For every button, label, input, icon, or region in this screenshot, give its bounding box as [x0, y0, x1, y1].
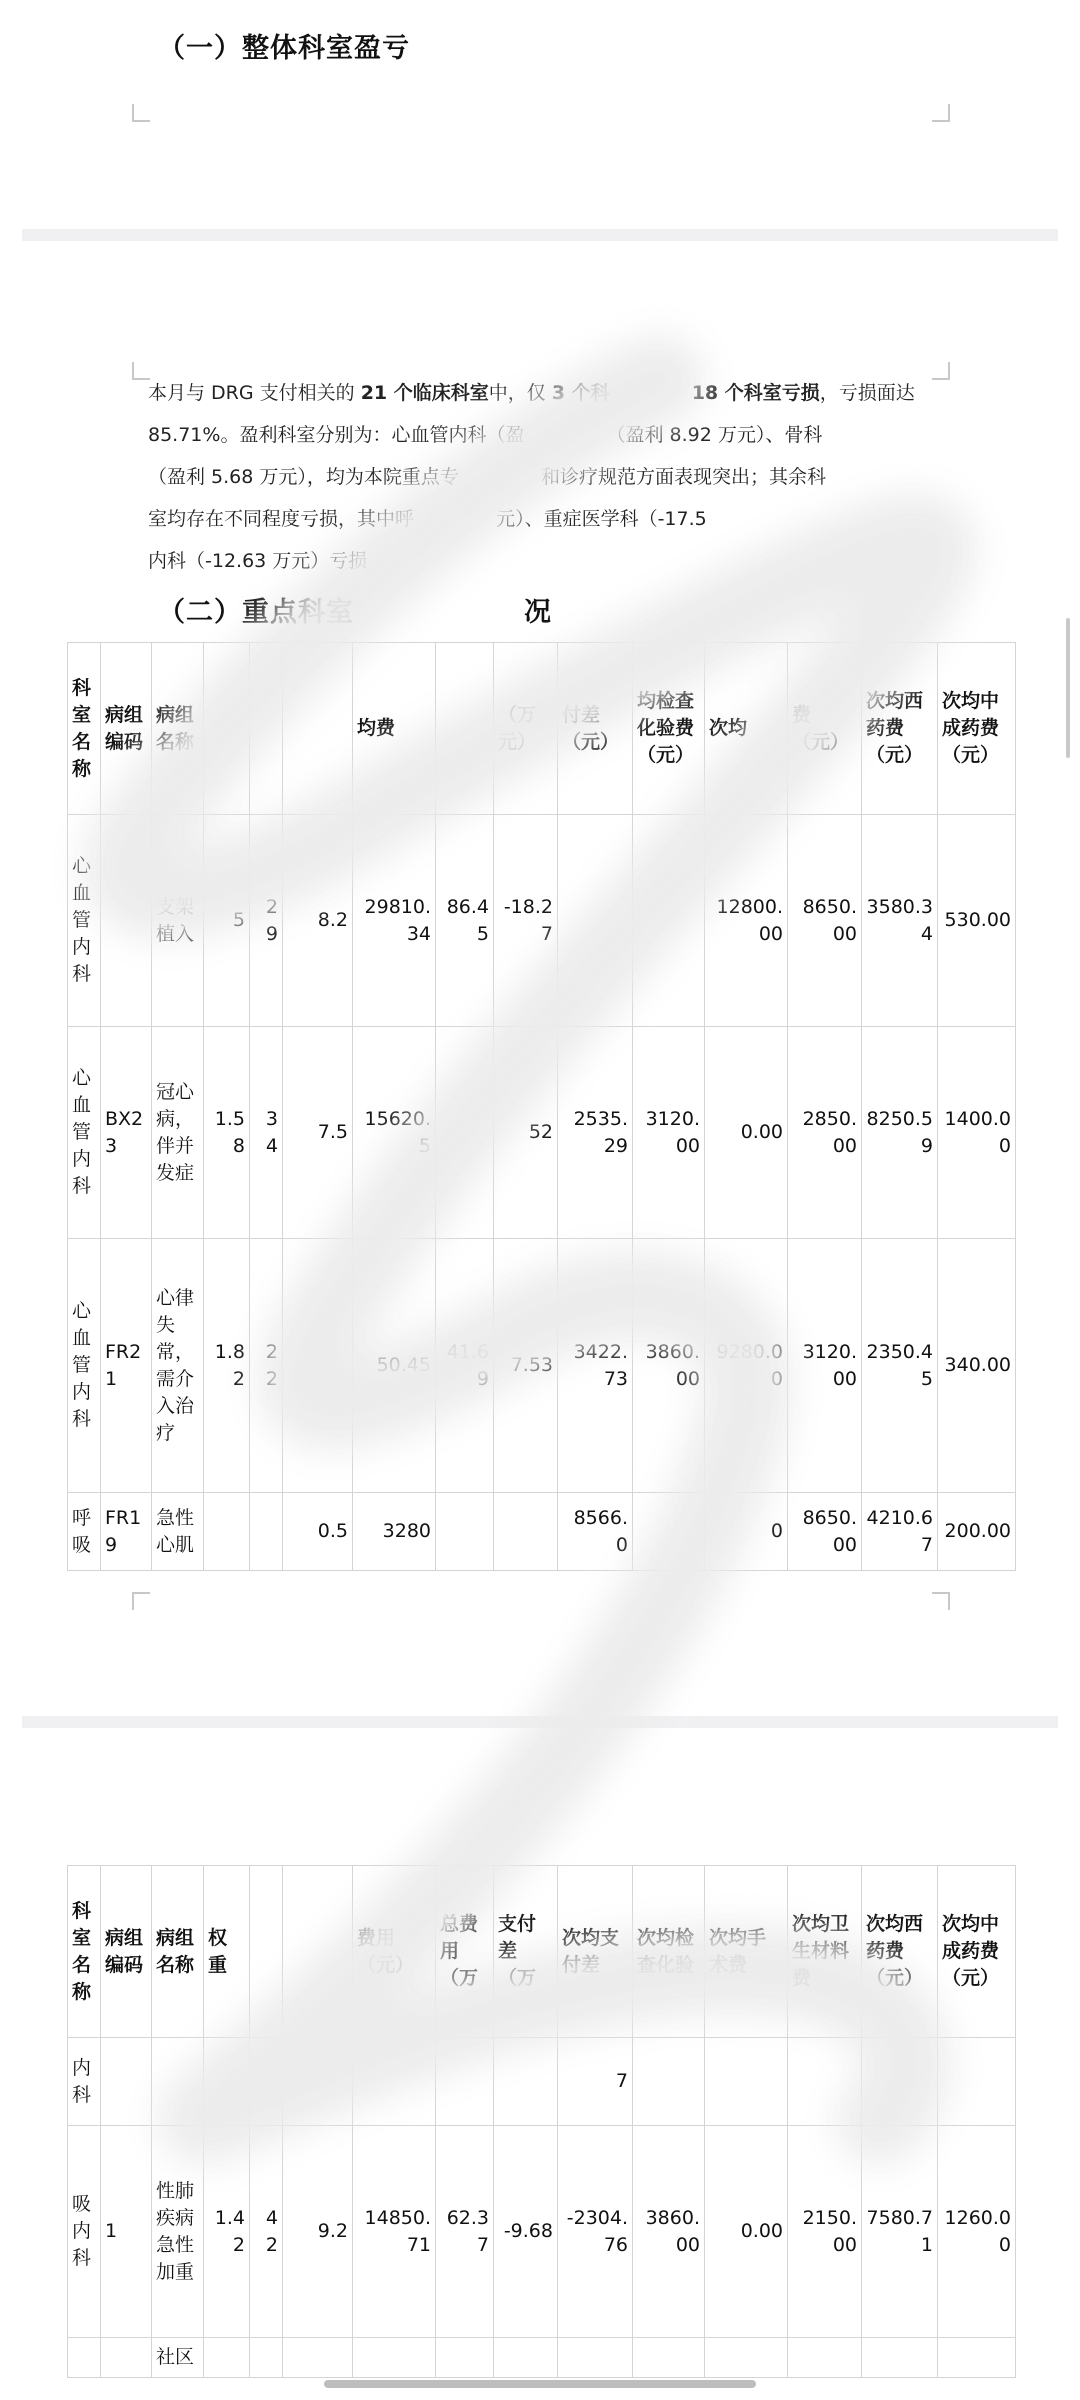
table-cell: 1.58 [204, 1027, 250, 1239]
page-gap [22, 1716, 1058, 1728]
table-cell: 2850.00 [788, 1027, 862, 1239]
table-cell [204, 1493, 250, 1571]
table-header-cell [204, 643, 250, 815]
table-drg-key-departments [67, 642, 1016, 1571]
table-cell: 8250.59 [862, 1027, 938, 1239]
table-row [68, 1239, 1016, 1493]
table-header-cell: 次均中成药费（元） [938, 643, 1016, 815]
table-cell: 心律失常，需介入治疗 [152, 1239, 204, 1493]
table-header-cell: 病组名称 [152, 1866, 204, 2038]
table-cell: 7.5 [283, 1027, 353, 1239]
home-indicator[interactable] [324, 2380, 756, 2388]
table-cell [204, 2038, 250, 2126]
table-cell: 62.37 [436, 2126, 494, 2338]
table-cell: 8650.00 [788, 1493, 862, 1571]
table-cell [353, 2038, 436, 2126]
table-header-cell: 支付差（万 [494, 1866, 558, 2038]
table-header-cell: 次均中成药费（元） [938, 1866, 1016, 2038]
table-cell: 1260.00 [938, 2126, 1016, 2338]
table-drg-key-departments-continued [67, 1865, 1016, 2378]
table-row [68, 1493, 1016, 1571]
table-header-cell: 付差（元） [558, 643, 633, 815]
table-cell: 34 [250, 1027, 283, 1239]
table-cell: 7580.71 [862, 2126, 938, 2338]
table-cell: 3422.73 [558, 1239, 633, 1493]
page-corner-mark [132, 104, 150, 122]
table-cell [436, 2038, 494, 2126]
table-cell: 8566.0 [558, 1493, 633, 1571]
table-cell: 4210.67 [862, 1493, 938, 1571]
table-cell: 22 [250, 1239, 283, 1493]
table-cell [558, 2338, 633, 2378]
table-header-cell: 次均卫生材料费 [788, 1866, 862, 2038]
table-cell [633, 2338, 705, 2378]
table-cell: 呼吸 [68, 1493, 101, 1571]
table-row [68, 2126, 1016, 2338]
page-corner-mark [132, 1592, 150, 1610]
table-cell: 340.00 [938, 1239, 1016, 1493]
table-cell: 社区 [152, 2338, 204, 2378]
table-cell: 2535.29 [558, 1027, 633, 1239]
table-header-cell: 费（元） [788, 643, 862, 815]
table-cell [353, 2338, 436, 2378]
table-cell: 9280.00 [705, 1239, 788, 1493]
page-corner-mark [932, 1592, 950, 1610]
table-header-cell: 均费 [353, 643, 436, 815]
table-cell: -9.68 [494, 2126, 558, 2338]
table-cell: 0 [705, 1493, 788, 1571]
table-header-cell [436, 643, 494, 815]
table-cell: 15620.5 [353, 1027, 436, 1239]
table-cell: 7.53 [494, 1239, 558, 1493]
table-cell: 14850.71 [353, 2126, 436, 2338]
table-header-cell: 均检查化验费（元） [633, 643, 705, 815]
table-cell: 急性心肌 [152, 1493, 204, 1571]
table-header-cell: 次均西药费（元） [862, 1866, 938, 2038]
table-cell [436, 1027, 494, 1239]
table-cell [101, 2338, 152, 2378]
table-header-cell: 总费用（万 [436, 1866, 494, 2038]
table-header-row [68, 1866, 1016, 2038]
table-cell: 心血管内科 [68, 1239, 101, 1493]
table-cell [494, 2338, 558, 2378]
table-cell [862, 2338, 938, 2378]
table-cell [436, 1493, 494, 1571]
table-cell [101, 815, 152, 1027]
table-cell [250, 1493, 283, 1571]
page-corner-mark [932, 362, 950, 380]
table-cell [633, 815, 705, 1027]
table-cell: 9.2 [283, 2126, 353, 2338]
table-cell: 2150.00 [788, 2126, 862, 2338]
table-header-cell: 病组编码 [101, 1866, 152, 2038]
table-cell: 7 [558, 2038, 633, 2126]
table-cell [705, 2338, 788, 2378]
table-cell: 1 [101, 2126, 152, 2338]
table-row [68, 1027, 1016, 1239]
table-cell: 8650.00 [788, 815, 862, 1027]
table-cell: 29810.34 [353, 815, 436, 1027]
table-header-cell: 次均 [705, 643, 788, 815]
table-cell [633, 2038, 705, 2126]
table-header-cell: 科室名称 [68, 1866, 101, 2038]
table-header-cell: 费用（元） [353, 1866, 436, 2038]
table-cell: 200.00 [938, 1493, 1016, 1571]
table-cell [494, 2038, 558, 2126]
table-cell: 吸内科 [68, 2126, 101, 2338]
table-header-cell [283, 1866, 353, 2038]
table-cell: 冠心病，伴并发症 [152, 1027, 204, 1239]
table-cell: 支架植入 [152, 815, 204, 1027]
table-cell: 530.00 [938, 815, 1016, 1027]
page-gap [22, 229, 1058, 241]
table-cell [204, 2338, 250, 2378]
table-cell [283, 1239, 353, 1493]
table-cell: 42 [250, 2126, 283, 2338]
table-row [68, 2338, 1016, 2378]
table-cell: 3580.34 [862, 815, 938, 1027]
table-header-cell: 病组名称 [152, 643, 204, 815]
table-cell [633, 1493, 705, 1571]
table-cell: 心血管内科 [68, 1027, 101, 1239]
table-cell: 29 [250, 815, 283, 1027]
table-header-cell: 次均支付差 [558, 1866, 633, 2038]
table-header-cell: 次均西药费（元） [862, 643, 938, 815]
table-cell: 3860.00 [633, 2126, 705, 2338]
table-cell [250, 2338, 283, 2378]
table-cell: 1.82 [204, 1239, 250, 1493]
table-cell: 1.42 [204, 2126, 250, 2338]
table-cell: 52 [494, 1027, 558, 1239]
table-cell [788, 2338, 862, 2378]
table-cell [558, 815, 633, 1027]
table-cell [152, 2038, 204, 2126]
table-header-cell: 权重 [204, 1866, 250, 2038]
table-cell: 12800.00 [705, 815, 788, 1027]
section-heading-overall: （一）整体科室盈亏 [158, 33, 410, 64]
table-cell: 86.45 [436, 815, 494, 1027]
table-cell: FR21 [101, 1239, 152, 1493]
summary-paragraph: 本月与 DRG 支付相关的 21 个临床科室中，仅 3 个科 18 个科室亏损，亏损面达 85.71%。盈利科室分别为：心血管内科（盈 （盈利 8.92 万元）、骨科 （盈利 5.68 万元），均为本院重点专 和诊疗规范方面表现突出；其余科 室均存在不同程度亏损，其中呼 元）、重症医学科（-17.5 内科（-12.63 万元）亏损 [148, 382, 915, 572]
table-header-cell [283, 643, 353, 815]
table-cell: 0.5 [283, 1493, 353, 1571]
table-row [68, 2038, 1016, 2126]
table-cell: 1400.00 [938, 1027, 1016, 1239]
table-cell [68, 2338, 101, 2378]
table-header-cell [250, 643, 283, 815]
table-cell: 50.45 [353, 1239, 436, 1493]
table-row [68, 815, 1016, 1027]
table-header-cell [250, 1866, 283, 2038]
table-cell: 性肺疾病急性加重 [152, 2126, 204, 2338]
table-cell [862, 2038, 938, 2126]
table-cell: 3860.00 [633, 1239, 705, 1493]
table-cell [283, 2038, 353, 2126]
table-header-cell: 次均手术费 [705, 1866, 788, 2038]
table-cell: 0.00 [705, 2126, 788, 2338]
table-cell [436, 2338, 494, 2378]
table-cell: 8.2 [283, 815, 353, 1027]
table-cell: -2304.76 [558, 2126, 633, 2338]
table-cell [250, 2038, 283, 2126]
page-top [0, 0, 1080, 230]
table-cell: 0.00 [705, 1027, 788, 1239]
table-cell: FR19 [101, 1493, 152, 1571]
table-cell: 5 [204, 815, 250, 1027]
section-heading-key-departments: （二）重点科室 况 [158, 597, 552, 628]
table-cell: 3120.00 [788, 1239, 862, 1493]
table-cell [705, 2038, 788, 2126]
table-cell: BX23 [101, 1027, 152, 1239]
table-cell [938, 2338, 1016, 2378]
table-cell [101, 2038, 152, 2126]
table-cell: 41.69 [436, 1239, 494, 1493]
table-cell: 心血管内科 [68, 815, 101, 1027]
vertical-scrollbar[interactable] [1066, 618, 1070, 758]
table-cell [788, 2038, 862, 2126]
table-header-cell: 次均检查化验 [633, 1866, 705, 2038]
page-corner-mark [932, 104, 950, 122]
table-header-cell: 科室名称 [68, 643, 101, 815]
table-cell [494, 1493, 558, 1571]
table-cell: 2350.45 [862, 1239, 938, 1493]
table-cell: 内科 [68, 2038, 101, 2126]
table-cell [938, 2038, 1016, 2126]
table-cell [283, 2338, 353, 2378]
table-header-row [68, 643, 1016, 815]
table-cell: 3280 [353, 1493, 436, 1571]
table-header-cell: 病组编码 [101, 643, 152, 815]
table-cell: -18.27 [494, 815, 558, 1027]
table-cell: 3120.00 [633, 1027, 705, 1239]
table-header-cell: （万元） [494, 643, 558, 815]
